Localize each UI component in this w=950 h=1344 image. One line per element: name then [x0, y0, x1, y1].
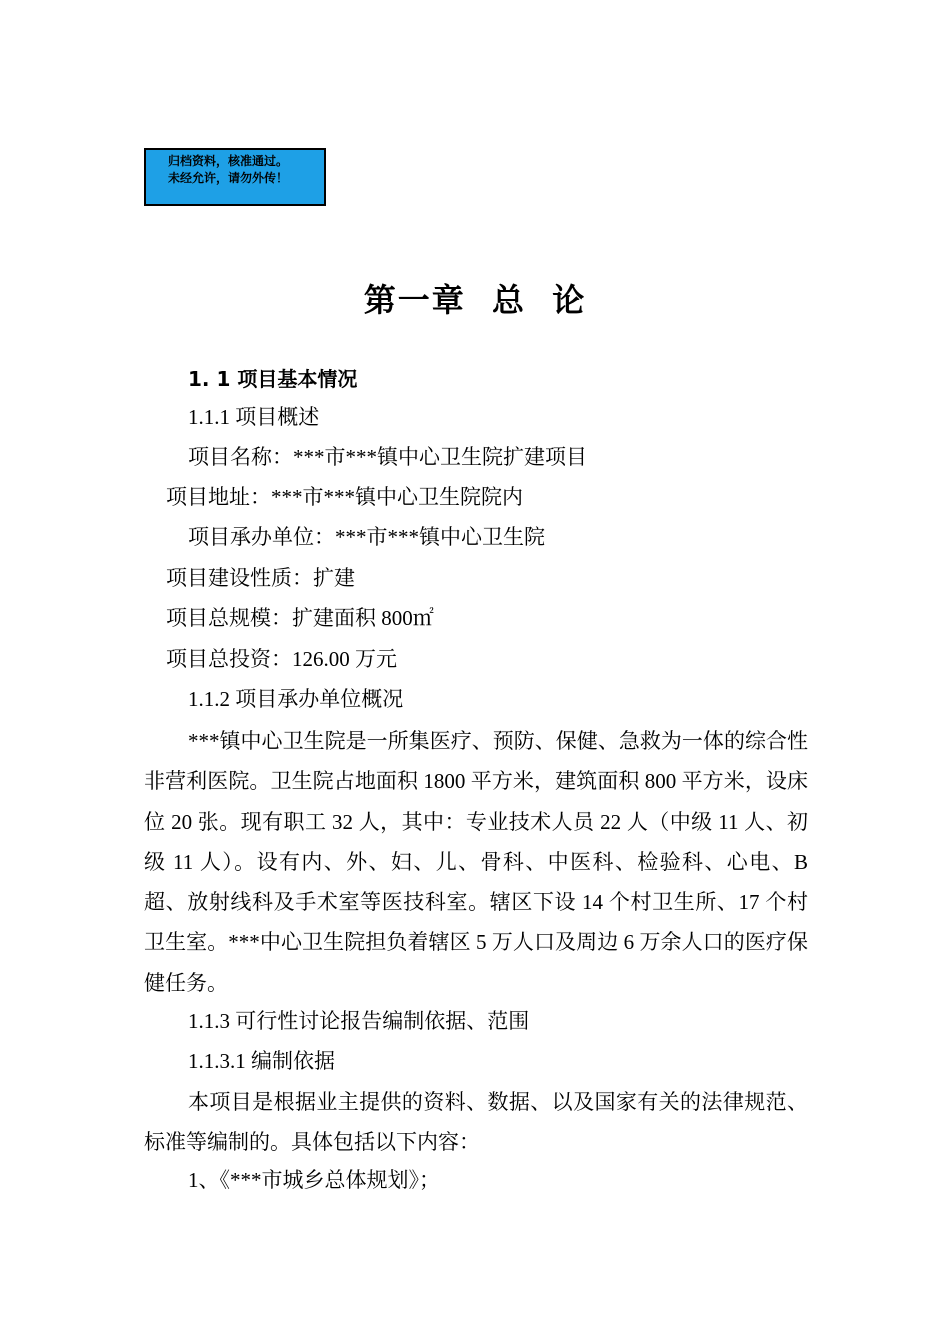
- section-heading-1-1-3: 1.1.3 可行性讨论报告编制依据、范围: [188, 1009, 530, 1033]
- undertaker-overview-paragraph: ***镇中心卫生院是一所集医疗、预防、保健、急救为一体的综合性非营利医院。卫生院占地面积 1800 平方米，建筑面积 800 平方米，设床位 20 张。现有职工 32 人，其中：专业技术人员 22 人（中级 11 人、初级 11 人）。设有内、外、妇、儿、骨科、中医科、检验科、心电、B 超、放射线科及手术室等医技科室。辖区下设 14 个村卫生所、17 个村卫生室。***中心卫生院担负着辖区 5 万人口及周边 6 万余人口的医疗保健任务。: [144, 729, 808, 995]
- project-name: 项目名称：***市***镇中心卫生院扩建项目: [188, 445, 587, 469]
- project-undertaker: 项目承办单位：***市***镇中心卫生院: [188, 525, 545, 549]
- project-scale: 项目总规模：扩建面积 800㎡: [166, 606, 434, 630]
- chapter-title: 第一章 总 论: [363, 281, 587, 319]
- project-nature: 项目建设性质：扩建: [166, 566, 355, 590]
- section-heading-1-1: 1. 1 项目基本情况: [188, 367, 358, 391]
- section-heading-1-1-2: 1.1.2 项目承办单位概况: [188, 687, 404, 711]
- archive-stamp: [144, 148, 326, 206]
- stamp-line-2: 未经允许，请勿外传！: [168, 171, 289, 185]
- stamp-line-1: 归档资料，核准通过。: [168, 154, 289, 168]
- project-address: 项目地址：***市***镇中心卫生院院内: [166, 485, 523, 509]
- project-investment: 项目总投资：126.00 万元: [166, 647, 397, 671]
- section-heading-1-1-3-1: 1.1.3.1 编制依据: [188, 1049, 335, 1073]
- section-heading-1-1-1: 1.1.1 项目概述: [188, 405, 320, 429]
- basis-list-item-1: 1、《***市城乡总体规划》；: [188, 1168, 440, 1192]
- basis-paragraph: 本项目是根据业主提供的资料、数据、以及国家有关的法律规范、标准等编制的。具体包括以下内容：: [144, 1090, 808, 1155]
